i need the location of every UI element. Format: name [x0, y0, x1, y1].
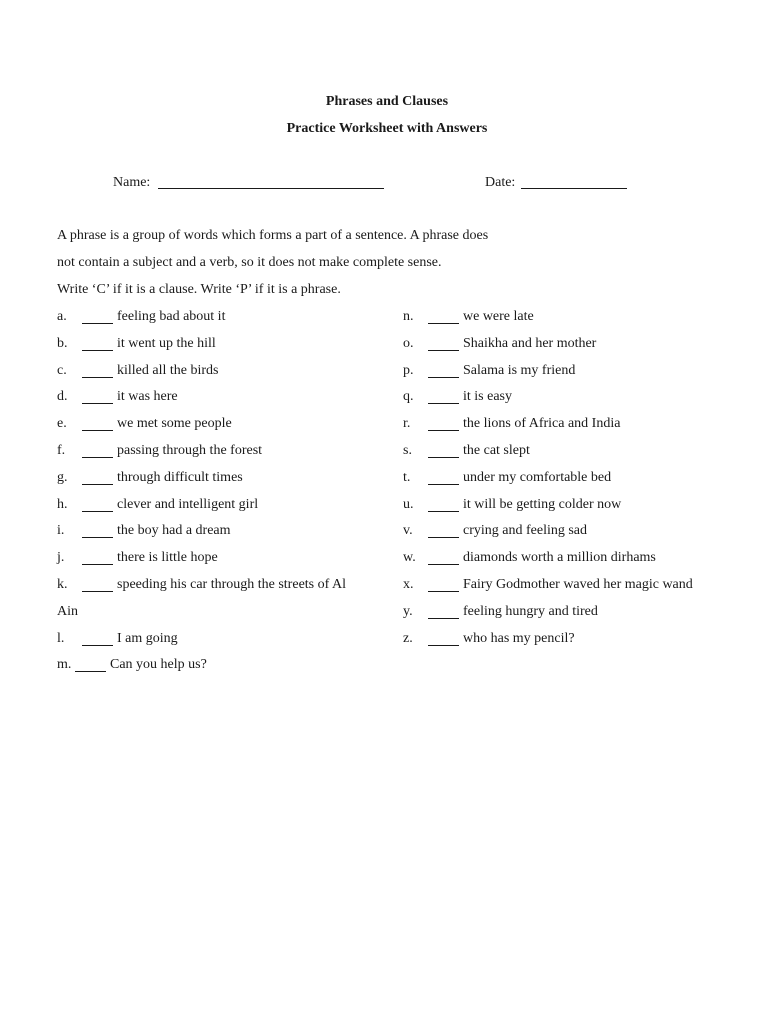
answer-blank[interactable]: [82, 564, 113, 565]
question-text: it is easy: [463, 389, 512, 405]
question-text: diamonds worth a million dirhams: [463, 550, 656, 566]
question-letter: r.: [403, 416, 411, 432]
answer-blank[interactable]: [82, 645, 113, 646]
question-letter: a.: [57, 309, 67, 324]
question-letter: z.: [403, 630, 413, 646]
question-text: we met some people: [117, 416, 232, 432]
question-text: there is little hope: [117, 550, 218, 566]
name-label: Name:: [113, 175, 151, 190]
question-letter: l.: [57, 630, 65, 646]
answer-blank[interactable]: [82, 484, 113, 485]
answer-blank[interactable]: [82, 591, 113, 592]
intro-line-2: not contain a subject and a verb, so it does not make complete sense.: [57, 255, 442, 270]
answer-blank[interactable]: [82, 511, 113, 512]
question-letter: q.: [403, 389, 414, 405]
question-letter: o.: [403, 335, 414, 351]
question-letter: s.: [403, 443, 412, 458]
question-text: Can you help us?: [110, 657, 207, 673]
question-text: who has my pencil?: [463, 630, 575, 646]
question-text: killed all the birds: [117, 362, 219, 378]
answer-blank[interactable]: [82, 430, 113, 431]
question-letter: i.: [57, 523, 65, 539]
question-text: it went up the hill: [117, 335, 216, 351]
answer-blank[interactable]: [428, 377, 459, 378]
question-text: under my comfortable bed: [463, 469, 612, 485]
date-field[interactable]: [521, 188, 627, 189]
answer-blank[interactable]: [428, 618, 459, 619]
question-letter: b.: [57, 335, 68, 351]
question-text: it was here: [117, 389, 178, 405]
question-letter: m.: [57, 657, 72, 673]
question-letter: p.: [403, 362, 414, 378]
question-letter: v.: [403, 523, 413, 539]
answer-blank[interactable]: [428, 564, 459, 565]
worksheet-subtitle: Practice Worksheet with Answers: [286, 121, 488, 136]
question-text: Fairy Godmother waved her magic wand: [463, 577, 693, 592]
answer-blank[interactable]: [82, 457, 113, 458]
date-label: Date:: [485, 175, 516, 190]
question-text: through difficult times: [117, 469, 243, 485]
question-text: it will be getting colder now: [463, 496, 622, 512]
question-letter: t.: [403, 469, 411, 485]
question-letter: w.: [403, 550, 416, 566]
answer-blank[interactable]: [82, 323, 113, 324]
question-text: crying and feeling sad: [463, 523, 588, 539]
question-text: clever and intelligent girl: [117, 496, 259, 512]
question-text: passing through the forest: [117, 443, 263, 458]
question-letter: j.: [57, 550, 65, 566]
question-text-continuation: Ain: [57, 603, 78, 619]
question-letter: k.: [57, 577, 68, 592]
intro-line-1: A phrase is a group of words which forms a part of a sentence. A phrase does: [57, 228, 489, 243]
answer-blank[interactable]: [428, 403, 459, 404]
answer-blank[interactable]: [428, 457, 459, 458]
question-letter: d.: [57, 389, 68, 405]
question-letter: c.: [57, 362, 67, 378]
question-text: feeling hungry and tired: [463, 603, 598, 619]
answer-blank[interactable]: [75, 671, 106, 672]
answer-blank[interactable]: [82, 537, 113, 538]
answer-blank[interactable]: [428, 430, 459, 431]
answer-blank[interactable]: [82, 403, 113, 404]
question-text: I am going: [117, 630, 178, 646]
answer-blank[interactable]: [428, 484, 459, 485]
question-text: the boy had a dream: [117, 523, 231, 539]
answer-blank[interactable]: [428, 645, 459, 646]
question-letter: u.: [403, 496, 414, 512]
question-text: Salama is my friend: [463, 362, 576, 378]
answer-blank[interactable]: [82, 377, 113, 378]
question-letter: h.: [57, 496, 68, 512]
question-text: we were late: [463, 309, 534, 324]
answer-blank[interactable]: [428, 323, 459, 324]
question-text: feeling bad about it: [117, 309, 226, 324]
question-letter: f.: [57, 443, 66, 458]
question-text: the cat slept: [463, 443, 530, 458]
question-text: speeding his car through the streets of Al: [117, 577, 347, 592]
question-letter: n.: [403, 309, 414, 324]
question-letter: g.: [57, 469, 68, 485]
answer-blank[interactable]: [428, 350, 459, 351]
question-letter: x.: [403, 577, 414, 592]
question-letter: y.: [403, 603, 413, 619]
name-field[interactable]: [158, 188, 384, 189]
answer-blank[interactable]: [82, 350, 113, 351]
answer-blank[interactable]: [428, 537, 459, 538]
instruction-text: Write ‘C’ if it is a clause. Write ‘P’ if it is a phrase.: [57, 282, 341, 297]
answer-blank[interactable]: [428, 591, 459, 592]
worksheet-title: Phrases and Clauses: [325, 94, 449, 109]
answer-blank[interactable]: [428, 511, 459, 512]
question-letter: e.: [57, 416, 67, 432]
question-text: Shaikha and her mother: [463, 335, 597, 351]
question-text: the lions of Africa and India: [463, 416, 621, 432]
